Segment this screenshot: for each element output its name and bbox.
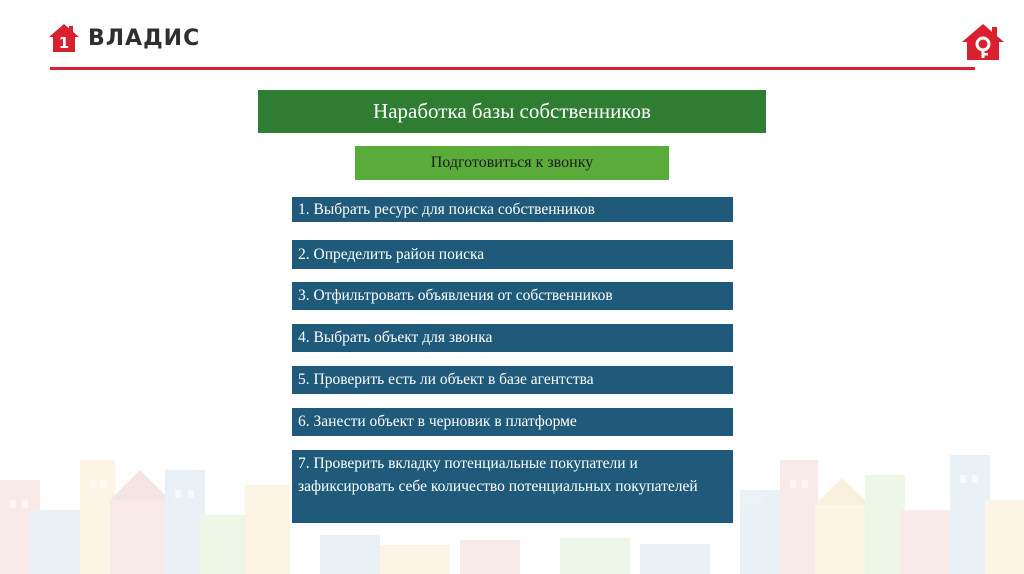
slide-title: Наработка базы собственников (258, 90, 766, 133)
step-3: 3. Отфильтровать объявления от собственников (292, 282, 733, 310)
brand-logo[interactable] (48, 22, 200, 54)
house-key-icon (961, 22, 1005, 62)
step-1: 1. Выбрать ресурс для поиска собственников (292, 197, 733, 222)
slide-subtitle: Подготовиться к звонку (355, 146, 669, 180)
brand-name: ВЛАДИС (88, 25, 201, 51)
house-1-icon (48, 22, 80, 54)
step-7: 7. Проверить вкладку потенциальные покупатели и зафиксировать себе количество потенциальных покупателей (292, 450, 733, 523)
step-2: 2. Определить район поиска (292, 240, 733, 269)
header-divider (50, 67, 975, 70)
svg-text:1: 1 (58, 34, 70, 52)
step-5: 5. Проверить есть ли объект в базе агентства (292, 366, 733, 394)
step-6: 6. Занести объект в черновик в платформе (292, 408, 733, 436)
step-4: 4. Выбрать объект для звонка (292, 324, 733, 352)
